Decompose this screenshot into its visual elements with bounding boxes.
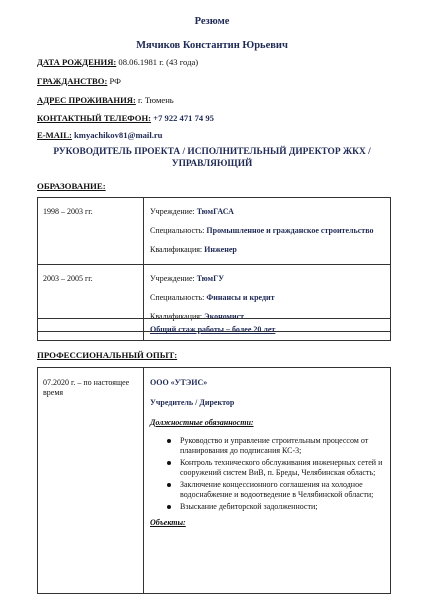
job-period: 07.2020 г. – по настоящее время <box>38 368 144 594</box>
total-experience-row <box>38 319 391 341</box>
email-value[interactable]: kmyachikov81@mail.ru <box>71 130 163 140</box>
email-label: E-MAIL: <box>37 130 72 140</box>
duty-item: Взыскание дебиторской задолженности; <box>180 502 390 512</box>
address-line <box>37 95 174 105</box>
position-heading <box>40 146 384 170</box>
birth-date-line <box>37 57 198 67</box>
email-line <box>37 130 162 140</box>
total-experience-cell <box>144 319 391 341</box>
education-table <box>37 197 391 332</box>
specialty-name: Финансы и кредит <box>206 293 275 302</box>
candidate-name: Мячиков Константин Юрьевич <box>136 40 288 51</box>
total-experience-empty-cell <box>38 319 144 341</box>
birth-date-value: 08.06.1981 г. (43 года) <box>116 57 199 67</box>
duty-item: Руководство и управление строительным процессом от планирования до подписания КС-3; <box>180 436 390 456</box>
education-period: 2003 – 2005 гг. <box>38 265 144 332</box>
citizenship-line <box>37 76 121 86</box>
duties-heading: Должностные обязанности: <box>150 418 254 427</box>
position-line-1: РУКОВОДИТЕЛЬ ПРОЕКТА / ИСПОЛНИТЕЛЬНЫЙ ДИРЕКТОР ЖКХ / <box>53 147 371 157</box>
duties-list <box>150 436 390 512</box>
institution-name: ТюмГУ <box>196 274 225 283</box>
citizenship-value: РФ <box>107 76 121 86</box>
education-details: Учреждение: ТюмГУ Специальность: Финансы и кредит Квалификация: Экономист <box>144 265 391 332</box>
experience-table <box>37 367 391 594</box>
phone-label: КОНТАКТНЫЙ ТЕЛЕФОН: <box>37 113 152 123</box>
education-details: Учреждение: ТюмГАСА Специальность: Промышленное и гражданское строительство Квалификация: Инженер <box>144 198 391 265</box>
duty-item: Заключение концессионного соглашения на холодное водоснабжение и водоотведение в Челябинской области; <box>180 480 390 500</box>
job-row <box>38 368 391 594</box>
birth-date-label: ДАТА РОЖДЕНИЯ: <box>37 57 117 67</box>
total-experience-table <box>37 318 391 341</box>
phone-value: +7 922 471 74 95 <box>151 113 214 123</box>
institution-name: ТюмГАСА <box>196 207 234 216</box>
objects-heading: Объекты: <box>150 518 186 527</box>
address-value: г. Тюмень <box>135 95 174 105</box>
job-role: Учредитель / Директор <box>150 398 235 407</box>
citizenship-label: ГРАЖДАНСТВО: <box>37 76 108 86</box>
resume-title: Резюме <box>194 16 230 27</box>
phone-line <box>37 113 214 123</box>
address-label: АДРЕС ПРОЖИВАНИЯ: <box>37 95 136 105</box>
education-period: 1998 – 2003 гг. <box>38 198 144 265</box>
specialty-name: Промышленное и гражданское строительство <box>206 226 374 235</box>
experience-heading: ПРОФЕССИОНАЛЬНЫЙ ОПЫТ: <box>37 350 178 360</box>
company-name: ООО «УТЭИС» <box>150 378 208 387</box>
education-heading: ОБРАЗОВАНИЕ: <box>37 181 106 191</box>
total-experience-text: Общий стаж работы – более 20 лет <box>150 325 276 334</box>
job-details <box>144 368 391 594</box>
duty-item: Контроль технического обслуживания инженерных сетей и сооружений систем ВиВ, п. Бреды, Челябинская область; <box>180 458 390 478</box>
position-line-2: УПРАВЛЯЮЩИЙ <box>171 159 253 169</box>
qualification-name: Экономист <box>204 312 245 321</box>
education-row <box>38 198 391 265</box>
qualification-name: Инженер <box>204 245 237 254</box>
